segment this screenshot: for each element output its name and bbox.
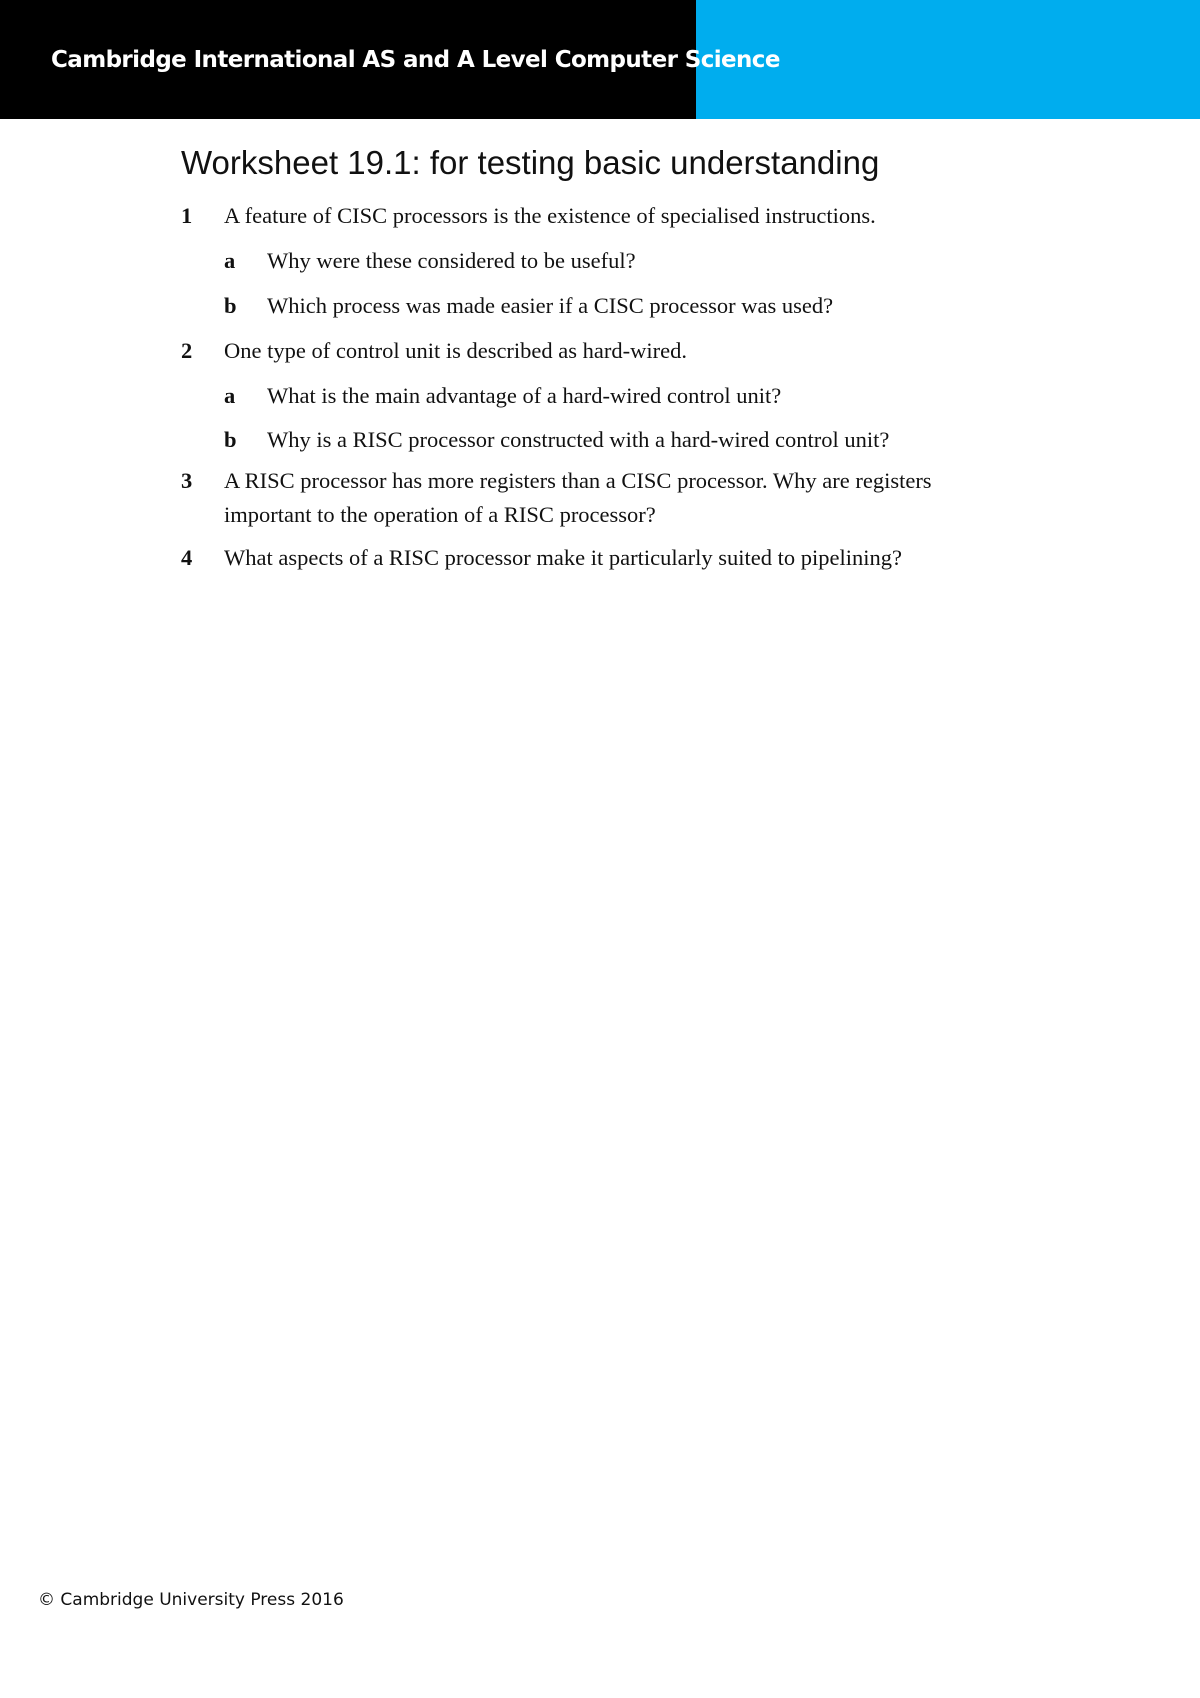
header-banner bbox=[0, 0, 1200, 119]
question-text: One type of control unit is described as hard-wired. bbox=[224, 338, 687, 363]
question-4 bbox=[181, 541, 1081, 575]
question-2a bbox=[224, 379, 1084, 413]
question-1 bbox=[181, 199, 1081, 233]
question-text: A feature of CISC processors is the existence of specialised instructions. bbox=[224, 203, 876, 228]
question-3 bbox=[181, 464, 1081, 534]
part-label: a bbox=[224, 248, 236, 273]
worksheet-title: Worksheet 19.1: for testing basic understanding bbox=[181, 144, 880, 181]
part-text: Why is a RISC processor constructed with a hard-wired control unit? bbox=[267, 427, 890, 452]
question-1a bbox=[224, 244, 1084, 278]
question-number: 1 bbox=[181, 203, 193, 228]
question-1b bbox=[224, 289, 1084, 323]
part-label: b bbox=[224, 427, 237, 452]
part-text: Why were these considered to be useful? bbox=[267, 248, 636, 273]
part-label: a bbox=[224, 383, 236, 408]
question-text: What aspects of a RISC processor make it particularly suited to pipelining? bbox=[224, 545, 902, 570]
question-2 bbox=[181, 334, 1081, 368]
part-text: Which process was made easier if a CISC processor was used? bbox=[267, 293, 834, 318]
copyright-footer: © Cambridge University Press 2016 bbox=[38, 1590, 344, 1610]
part-text: What is the main advantage of a hard-wired control unit? bbox=[267, 383, 782, 408]
header-title: Cambridge International AS and A Level Computer Science bbox=[51, 47, 780, 73]
question-text: A RISC processor has more registers than a CISC processor. Why are registers important to the operation of a RISC processor? bbox=[224, 468, 932, 527]
part-label: b bbox=[224, 293, 237, 318]
question-2b bbox=[224, 423, 1084, 457]
question-number: 4 bbox=[181, 545, 193, 570]
question-number: 3 bbox=[181, 468, 193, 493]
question-number: 2 bbox=[181, 338, 193, 363]
